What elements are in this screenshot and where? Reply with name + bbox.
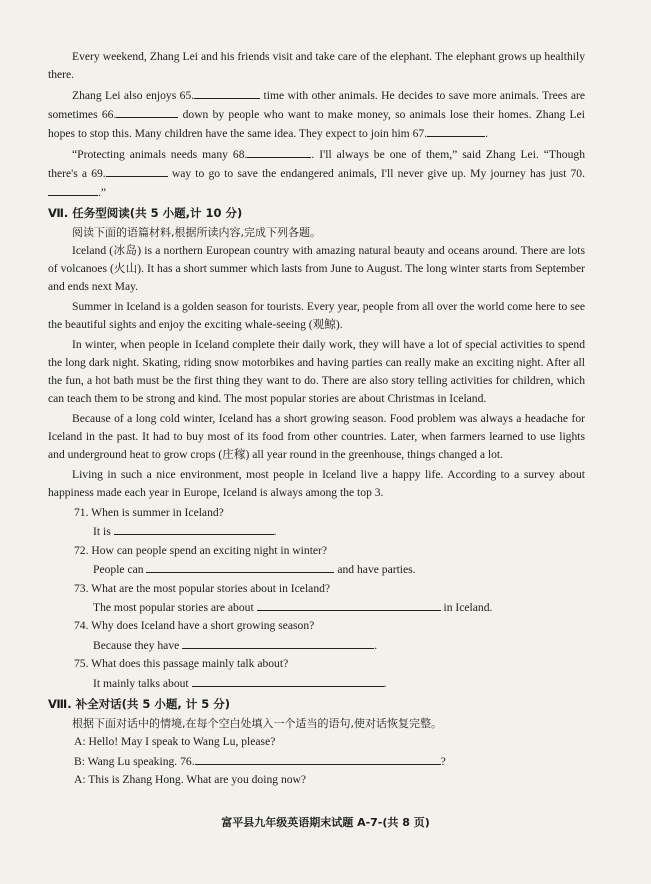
story-text: . I'll always be one of them,” said Zhang Lei. “Though there's a [48,148,585,180]
answer-line-73: The most popular stories are about in Iceland. [48,598,585,617]
question-71: 71. When is summer in Iceland? [74,506,224,519]
dialogue-line: A: This is Zhang Hong. What are you doing now? [74,773,307,787]
answer-blank-71[interactable] [114,522,274,535]
answer-blank-70[interactable] [48,183,98,196]
answer-line-75: It mainly talks about . [48,674,585,693]
story-text: Every weekend, Zhang Lei and his friends visit and take care of the elephant. The elephant grows up healthily there. [48,50,585,81]
section-7-heading: Ⅶ. 任务型阅读(共 5 小题,计 10 分) [48,206,243,220]
story-text: way to go to save the endangered animals, I'll never give up. My journey has just [171,167,567,180]
answer-line-71: It is . [48,522,585,541]
question-73: 73. What are the most popular stories about in Iceland? [74,581,331,595]
answer-blank-68[interactable] [247,145,311,158]
section-8-heading: Ⅷ. 补全对话(共 5 小题, 计 5 分) [48,697,231,712]
blank-number: 67. [412,127,428,140]
answer-line-74: Because they have . [48,636,585,655]
story-text: down by people who want to make money, so animals lose their homes. Zhang Lei hopes to stop this. Many children have the same idea. They expect to join him [48,108,586,140]
blank-number: 65. [179,89,195,102]
story-paragraph-1 [48,48,585,84]
blank-number: 66. [101,108,117,121]
page-footer: 富平县九年级英语期末试题 A-7-(共 8 页) [221,816,430,829]
story-text: time with other animals. He decides to save more animals. Trees are sometimes [48,89,585,121]
answer-blank-72[interactable] [146,560,334,573]
reading-paragraph: Iceland (冰岛) is a northern European country with amazing natural beauty and oceans around. There are lots of volcanoes (火山). It has a short summer which lasts from June to August. The long winter starts from September and ends next May. [48,244,585,293]
reading-paragraph: Because of a long cold winter, Iceland has a short growing season. Food problem was always a headache for Iceland in the past. It had to buy most of its food from other countries. Later, when farmers learned to use lights and underground heat to grow crops (庄稼) all year round in the greenhouse, things changed a lot. [48,412,585,461]
answer-blank-74[interactable] [182,636,374,649]
section-8-instruction: 根据下面对话中的情境,在每个空白处填入一个适当的语句,使对话恢复完整。 [72,717,442,731]
story-text: “Protecting animals needs many [72,148,228,161]
story-paragraph-3: “Protecting animals needs many 68. . I'll always be one of them,” said Zhang Lei. “Though there's a 69. way to go to save the endangered animals, I'll never give up. My journey has just 70..” [48,145,585,202]
section-7-instruction: 阅读下面的语篇材料,根据所读内容,完成下列各题。 [72,226,321,239]
reading-paragraph: Living in such a nice environment, most people in Iceland live a happy life. According to a survey about happiness made each year in Europe, Iceland is always among the top 3. [48,468,585,499]
question-75: 75. What does this passage mainly talk about? [74,657,289,671]
answer-blank-67[interactable] [427,124,485,137]
answer-line-72: People can and have parties. [48,560,585,579]
answer-blank-65[interactable] [194,86,260,99]
story-paragraph-2: Zhang Lei also enjoys 65. time with other animals. He decides to save more animals. Trees are sometimes 66. down by people who want to make money, so animals lose their homes. Zhang Lei hopes to stop this. Many children have the same idea. They expect to join him 67. . [48,86,585,143]
blank-number: 76. [180,754,195,768]
blank-number: 68. [232,148,248,161]
question-74: 74. Why does Iceland have a short growing season? [74,619,315,633]
dialogue-line: B: Wang Lu speaking. 76. ? [48,752,585,772]
reading-paragraph: In winter, when people in Iceland complete their daily work, they will have a lot of special activities to spend the long dark night. Skating, riding snow motorbikes and having parties can really make an exciting night. After all the fun, a hot bath must be the first thing they want to do. There are also story telling activities for children, which can teach them to be strong and kind. The most popular stories are about Christmas in Iceland. [48,338,585,405]
answer-blank-69[interactable] [106,164,168,177]
answer-blank-76[interactable] [195,752,441,765]
reading-paragraph: Summer in Iceland is a golden season for tourists. Every year, people from all over the world come here to see the beautiful sights and enjoy the exciting whale-seeing (观鲸). [48,300,585,331]
answer-blank-73[interactable] [257,598,441,611]
story-text: Zhang Lei also enjoys [72,89,177,102]
blank-number: 69. [91,167,106,180]
answer-blank-75[interactable] [192,674,384,687]
dialogue-line: A: Hello! May I speak to Wang Lu, please? [74,735,276,749]
blank-number: 70. [570,167,585,180]
question-72: 72. How can people spend an exciting night in winter? [74,543,328,557]
answer-blank-66[interactable] [116,105,178,118]
